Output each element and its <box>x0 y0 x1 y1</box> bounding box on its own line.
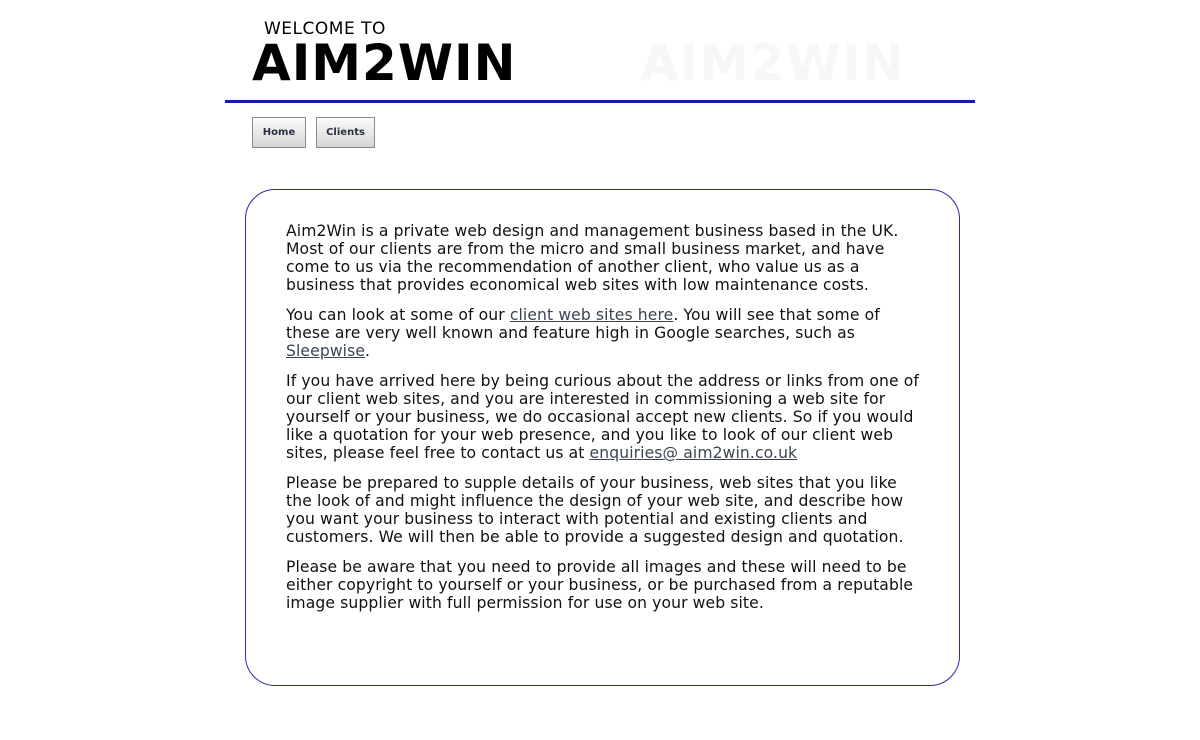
images-paragraph: Please be aware that you need to provide all images and these will need to be either copyright to yourself or your business, or be purchased from a reputable image supplier with full permission for use on your web site. <box>286 558 914 612</box>
main-nav <box>252 117 375 148</box>
contact-text: If you have arrived here by being curious about the address or links from one of our client web sites, and you are interested in commissioning a web site for yourself or your business, we do occasional accept new clients. So if you would like a quotation for your web presence, and you like to look of our client web sites, please feel free to contact us at <box>286 372 919 462</box>
nav-clients-button[interactable]: Clients <box>316 117 375 148</box>
site-header <box>225 0 975 103</box>
sleepwise-link[interactable]: Sleepwise <box>286 342 366 360</box>
site-title: AIM2WIN <box>252 34 517 92</box>
contact-paragraph <box>286 372 923 462</box>
clients-paragraph <box>286 306 923 360</box>
clients-text-end: . <box>365 342 371 360</box>
nav-home-button[interactable]: Home <box>252 117 306 148</box>
requirements-paragraph: Please be prepared to supple details of your business, web sites that you like the look of and might influence the design of your web site, and describe how you want your business to interact with potential and existing clients and customers. We will then be able to provide a suggested design and quotation. <box>286 474 904 546</box>
intro-paragraph: Aim2Win is a private web design and management business based in the UK. Most of our clients are from the micro and small business market, and have come to us via the recommendation of another client, who value us as a business that provides economical web sites with low maintenance costs. <box>286 222 899 294</box>
client-web-sites-link[interactable]: client web sites here <box>509 306 674 324</box>
welcome-text: WELCOME TO <box>264 19 386 39</box>
content-panel <box>245 189 960 686</box>
clients-text-start: You can look at some of our <box>286 306 510 324</box>
site-title-watermark: AIM2WIN <box>640 34 905 92</box>
enquiries-email-link[interactable]: enquiries@ aim2win.co.uk <box>589 444 798 462</box>
clients-text-middle: . You will see that some of these are very well known and feature high in Google searches, such as <box>286 306 880 342</box>
